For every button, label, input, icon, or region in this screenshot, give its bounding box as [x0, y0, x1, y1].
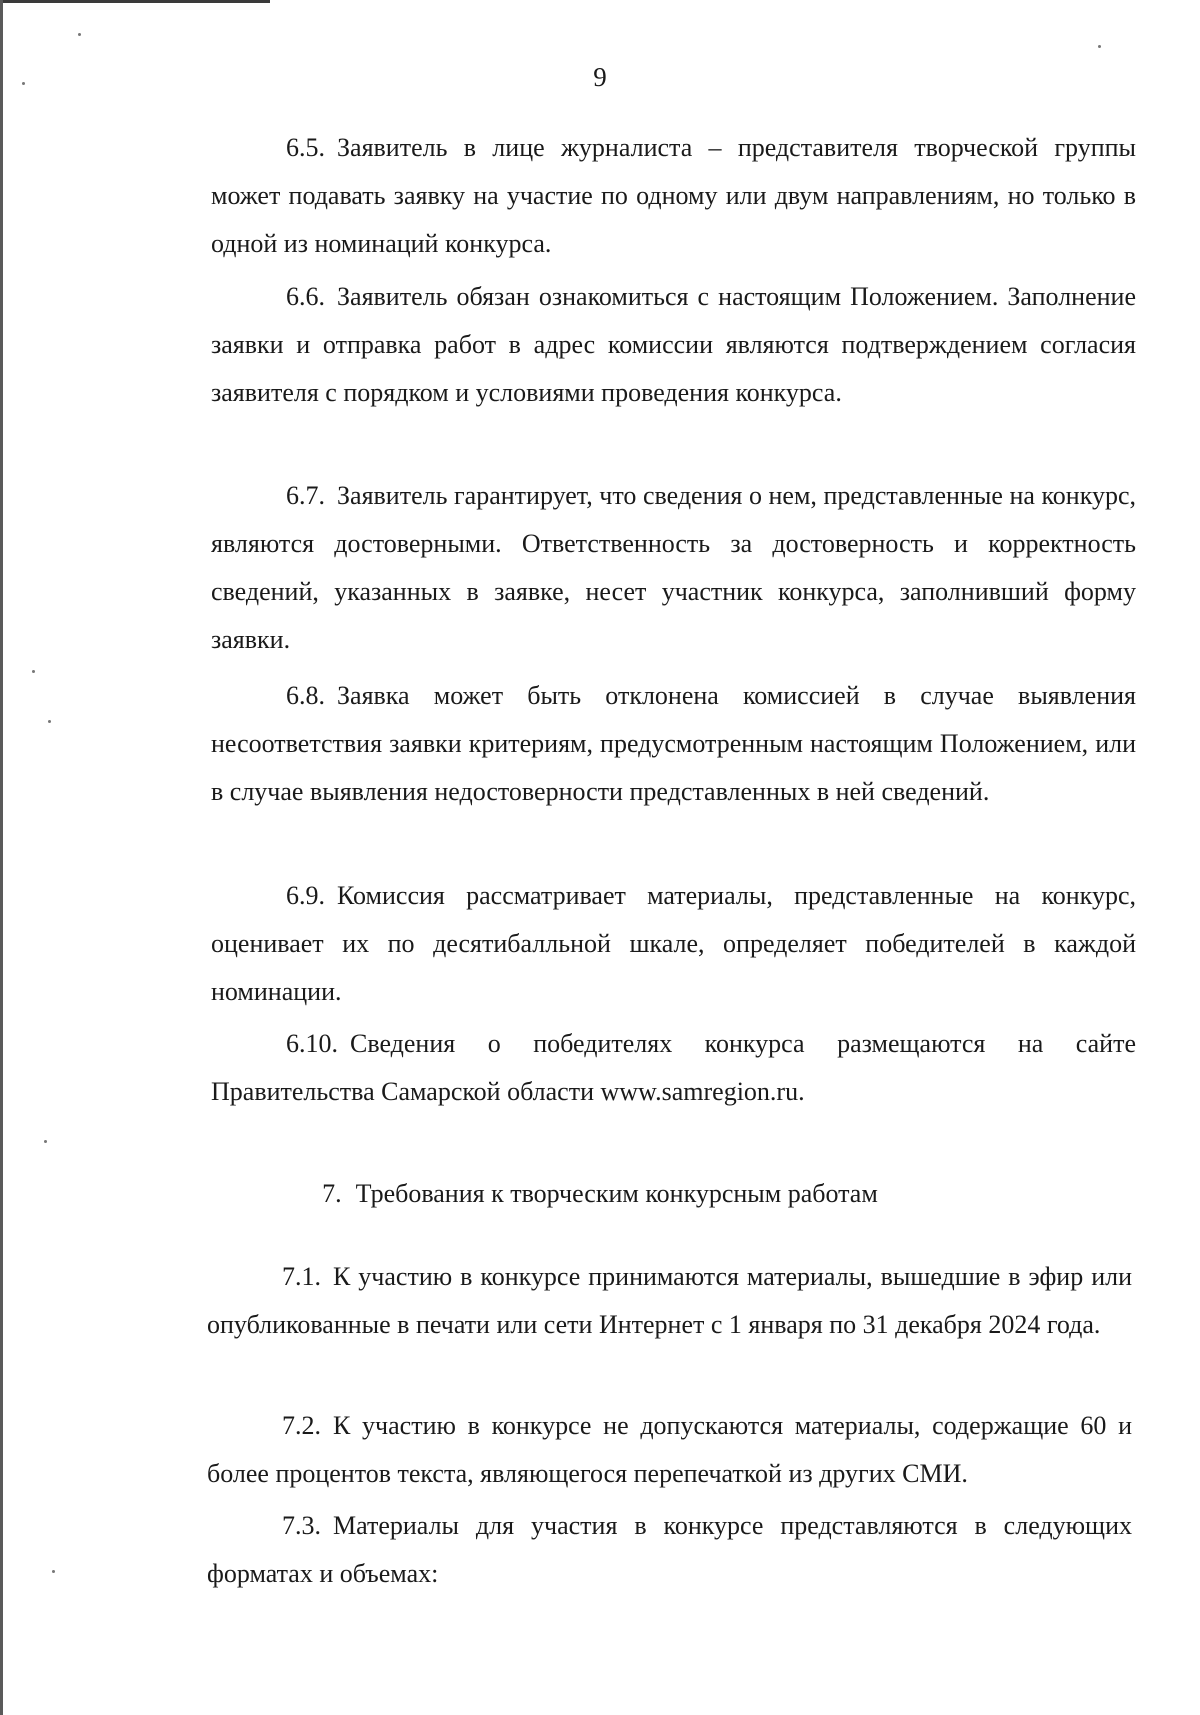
scan-border-left — [0, 0, 3, 1715]
paragraph-number: 6.10. — [286, 1029, 338, 1058]
paragraph-6-8 — [211, 672, 1136, 816]
paragraph-text: Заявитель обязан ознакомиться с настоящим Положением. Заполнение заявки и отправка работ в адрес комиссии являются подтверждением согласия заявителя с порядком и условиями проведения конкурса. — [211, 282, 1136, 407]
paragraph-7-3 — [207, 1502, 1132, 1598]
paragraph-text: Материалы для участия в конкурсе представляются в следующих форматах и объемах: — [207, 1511, 1132, 1588]
scan-speck — [1098, 45, 1101, 48]
paragraph-text: К участию в конкурсе не допускаются материалы, содержащие 60 и более процентов текста, являющегося перепечаткой из других СМИ. — [207, 1411, 1132, 1488]
scan-border-top — [0, 0, 270, 3]
paragraph-6-10 — [211, 1020, 1136, 1116]
paragraph-text: К участию в конкурсе принимаются материалы, вышедшие в эфир или опубликованные в печати или сети Интернет с 1 января по 31 декабря 2024 года. — [207, 1262, 1132, 1339]
scan-speck — [32, 670, 35, 673]
paragraph-text: Комиссия рассматривает материалы, представленные на конкурс, оценивает их по десятибалльной шкале, определяет победителей в каждой номинации. — [211, 881, 1136, 1006]
scan-speck — [78, 33, 81, 36]
paragraph-number: 7.2. — [282, 1411, 321, 1440]
section-number: 7. — [322, 1179, 342, 1208]
paragraph-6-9 — [211, 872, 1136, 1016]
paragraph-number: 6.5. — [286, 133, 325, 162]
paragraph-6-5 — [211, 124, 1136, 268]
paragraph-number: 6.9. — [286, 881, 325, 910]
paragraph-number: 6.7. — [286, 481, 325, 510]
paragraph-text: Сведения о победителях конкурса размещаются на сайте Правительства Самарской области www.samregion.ru. — [211, 1029, 1136, 1106]
section-heading — [0, 1170, 1200, 1218]
paragraph-7-1 — [207, 1253, 1132, 1349]
paragraph-7-2 — [207, 1402, 1132, 1498]
page-number: 9 — [593, 62, 607, 92]
section-title: Требования к творческим конкурсным работам — [355, 1179, 878, 1208]
scan-speck — [52, 1570, 55, 1573]
paragraph-number: 6.6. — [286, 282, 325, 311]
paragraph-6-7 — [211, 472, 1136, 664]
paragraph-number: 7.3. — [282, 1511, 321, 1540]
paragraph-text: Заявитель гарантирует, что сведения о нем, представленные на конкурс, являются достоверными. Ответственность за достоверность и корректность сведений, указанных в заявке, несет участник конкурса, заполнивший форму заявки. — [211, 481, 1136, 654]
paragraph-6-6 — [211, 273, 1136, 417]
scan-speck — [44, 1140, 47, 1143]
paragraph-number: 6.8. — [286, 681, 325, 710]
paragraph-text: Заявитель в лице журналиста – представителя творческой группы может подавать заявку на участие по одному или двум направлениям, но только в одной из номинаций конкурса. — [211, 133, 1136, 258]
paragraph-text: Заявка может быть отклонена комиссией в случае выявления несоответствия заявки критериям, предусмотренным настоящим Положением, или в случае выявления недостоверности представленных в ней сведений. — [211, 681, 1136, 806]
paragraph-number: 7.1. — [282, 1262, 321, 1291]
scan-speck — [48, 720, 51, 723]
